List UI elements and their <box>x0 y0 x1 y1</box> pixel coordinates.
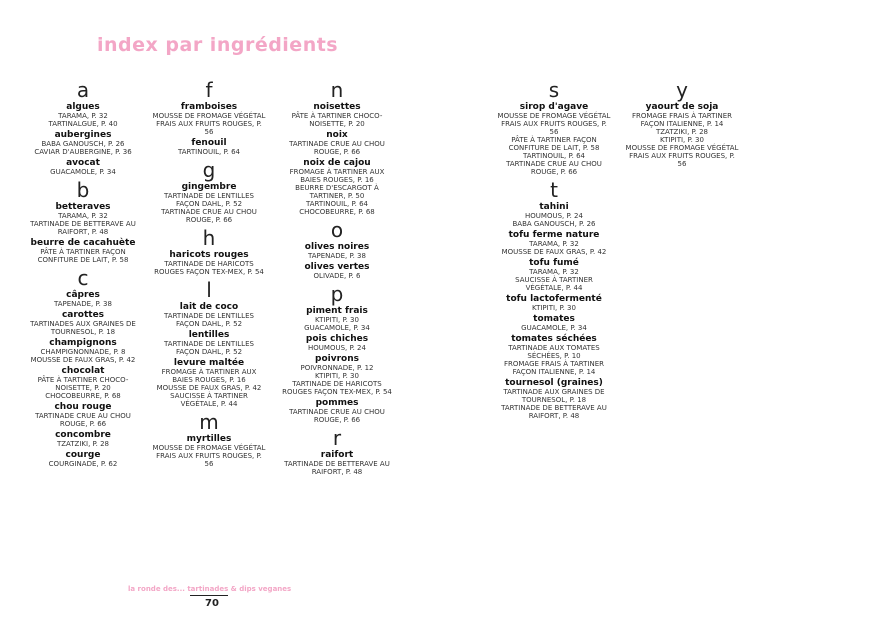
ingredient-entry <box>280 398 394 424</box>
recipe-reference: SAUCISSE À TARTINER VÉGÉTALE, P. 44 <box>170 392 248 408</box>
recipe-reference: COURGINADE, P. 62 <box>48 460 118 468</box>
ingredient-entry <box>497 294 611 312</box>
page-number-rule <box>190 595 228 596</box>
index-letter: y <box>676 78 688 102</box>
recipe-reference: TARAMA, P. 32 <box>529 268 579 276</box>
footer-book-title: la ronde des... tartinades & dips veganes <box>128 585 292 593</box>
recipe-reference: KTIPITI, P. 30 <box>660 136 704 144</box>
recipe-reference: TARTINADE DE HARICOTS ROUGES FAÇON TEX-MEX, P. 54 <box>282 380 392 396</box>
page-number: 70 <box>205 598 219 609</box>
ingredient-name: olives vertes <box>304 262 370 272</box>
recipe-reference: TARTINALGUE, P. 40 <box>48 120 118 128</box>
ingredient-name: pommes <box>315 398 359 408</box>
index-letter: m <box>199 410 219 434</box>
ingredient-name: piment frais <box>306 306 368 316</box>
ingredient-name: sirop d'agave <box>519 102 589 112</box>
recipe-reference: HOUMOUS, P. 24 <box>308 344 366 352</box>
ingredient-entry <box>26 290 140 308</box>
ingredient-entry <box>625 102 739 168</box>
ingredient-name: levure maltée <box>173 358 245 368</box>
recipe-reference: TARAMA, P. 32 <box>58 212 108 220</box>
ingredient-name: tomates séchées <box>511 334 597 344</box>
recipe-reference: PÂTE À TARTINER FAÇON CONFITURE DE LAIT, P. 58 <box>508 136 600 152</box>
index-letter: g <box>202 158 216 182</box>
ingredient-name: noisettes <box>313 102 361 112</box>
ingredient-name: champignons <box>49 338 117 348</box>
index-letter: r <box>332 426 342 450</box>
ingredient-name: avocat <box>66 158 100 168</box>
ingredient-entry <box>26 402 140 428</box>
recipe-reference: TARTINADE CRUE AU CHOU ROUGE, P. 66 <box>289 140 385 156</box>
recipe-reference: MOUSSE DE FROMAGE VÉGÉTAL FRAIS AUX FRUITS ROUGES, P. 56 <box>497 112 611 136</box>
recipe-reference: TARTINADE DE HARICOTS ROUGES FAÇON TEX-MEX, P. 54 <box>154 260 264 276</box>
recipe-reference: FROMAGE À TARTINER AUX BAIES ROUGES, P. 16 <box>289 168 385 184</box>
ingredient-entry <box>497 314 611 332</box>
recipe-reference: TARTINADE DE BETTERAVE AU RAIFORT, P. 48 <box>284 460 390 476</box>
ingredient-entry <box>26 238 140 264</box>
recipe-reference: HOUMOUS, P. 24 <box>525 212 583 220</box>
recipe-reference: TARTINOUIL, P. 64 <box>523 152 585 160</box>
index-letter: c <box>77 266 89 290</box>
ingredient-name: chocolat <box>61 366 105 376</box>
index-letter: h <box>202 226 216 250</box>
ingredient-name: aubergines <box>54 130 112 140</box>
index-letter: o <box>330 218 344 242</box>
index-letter: s <box>548 78 560 102</box>
ingredient-name: noix <box>326 130 348 140</box>
ingredient-name: betteraves <box>55 202 111 212</box>
ingredient-name: tofu lactofermenté <box>506 294 602 304</box>
ingredient-entry <box>280 354 394 396</box>
ingredient-entry <box>152 250 266 276</box>
ingredient-entry <box>497 334 611 376</box>
ingredient-name: gingembre <box>181 182 237 192</box>
ingredient-entry <box>26 310 140 336</box>
ingredient-entry <box>280 102 394 128</box>
ingredient-name: chou rouge <box>54 402 112 412</box>
ingredient-entry <box>280 334 394 352</box>
recipe-reference: BEURRE D'ESCARGOT À TARTINER, P. 50 <box>295 184 379 200</box>
ingredient-name: concombre <box>55 430 111 440</box>
recipe-reference: TAPENADE, P. 38 <box>54 300 112 308</box>
ingredient-name: tofu fumé <box>529 258 579 268</box>
ingredient-entry <box>497 258 611 292</box>
ingredient-entry <box>26 158 140 176</box>
recipe-reference: CAVIAR D'AUBERGINE, P. 36 <box>34 148 132 156</box>
recipe-reference: TARTINADE CRUE AU CHOU ROUGE, P. 66 <box>289 408 385 424</box>
ingredient-name: beurre de cacahuète <box>30 238 136 248</box>
recipe-reference: TARTINADE CRUE AU CHOU ROUGE, P. 66 <box>161 208 257 224</box>
recipe-reference: CHOCOBEURRE, P. 68 <box>299 208 375 216</box>
ingredient-entry <box>152 302 266 328</box>
recipe-reference: GUACAMOLE, P. 34 <box>50 168 116 176</box>
recipe-reference: KTIPITI, P. 30 <box>532 304 576 312</box>
ingredient-entry <box>497 378 611 420</box>
ingredient-entry <box>152 138 266 156</box>
index-letter: t <box>550 178 558 202</box>
index-column-2 <box>152 80 266 470</box>
ingredient-name: lait de coco <box>179 302 239 312</box>
ingredient-name: algues <box>66 102 100 112</box>
recipe-reference: TARTINADE DE BETTERAVE AU RAIFORT, P. 48 <box>501 404 607 420</box>
recipe-reference: OLIVADE, P. 6 <box>313 272 361 280</box>
recipe-reference: FROMAGE À TARTINER AUX BAIES ROUGES, P. 16 <box>161 368 257 384</box>
ingredient-name: tomates <box>533 314 575 324</box>
page-title: index par ingrédients <box>97 34 339 56</box>
recipe-reference: GUACAMOLE, P. 34 <box>304 324 370 332</box>
ingredient-entry <box>26 130 140 156</box>
ingredient-name: lentilles <box>188 330 230 340</box>
ingredient-name: tofu ferme nature <box>508 230 600 240</box>
ingredient-entry <box>26 102 140 128</box>
recipe-reference: TARTINADE DE LENTILLES FAÇON DAHL, P. 52 <box>164 340 254 356</box>
ingredient-entry <box>26 338 140 364</box>
ingredient-entry <box>26 430 140 448</box>
recipe-reference: TARAMA, P. 32 <box>529 240 579 248</box>
ingredient-entry <box>152 330 266 356</box>
ingredient-name: olives noires <box>304 242 370 252</box>
ingredient-entry <box>280 242 394 260</box>
recipe-reference: PÂTE À TARTINER CHOCO-NOISETTE, P. 20 <box>291 112 383 128</box>
index-letter: n <box>330 78 344 102</box>
index-column-1 <box>26 80 140 470</box>
recipe-reference: TARTINADES AUX GRAINES DE TOURNESOL, P. 18 <box>30 320 136 336</box>
ingredient-name: noix de cajou <box>303 158 371 168</box>
recipe-reference: SAUCISSE À TARTINER VÉGÉTALE, P. 44 <box>515 276 593 292</box>
recipe-reference: POIVRONNADE, P. 12 <box>300 364 374 372</box>
recipe-reference: TARTINADE DE BETTERAVE AU RAIFORT, P. 48 <box>30 220 136 236</box>
recipe-reference: CHOCOBEURRE, P. 68 <box>45 392 121 400</box>
ingredient-entry <box>152 434 266 468</box>
recipe-reference: TARTINOUIL, P. 64 <box>178 148 240 156</box>
recipe-reference: MOUSSE DE FAUX GRAS, P. 42 <box>501 248 607 256</box>
ingredient-name: fenouil <box>191 138 227 148</box>
recipe-reference: MOUSSE DE FAUX GRAS, P. 42 <box>156 384 262 392</box>
recipe-reference: CHAMPIGNONNADE, P. 8 <box>40 348 126 356</box>
index-letter: b <box>76 178 90 202</box>
ingredient-entry <box>280 158 394 216</box>
ingredient-entry <box>26 366 140 400</box>
ingredient-entry <box>280 306 394 332</box>
ingredient-entry <box>497 230 611 256</box>
recipe-reference: TARTINADE CRUE AU CHOU ROUGE, P. 66 <box>506 160 602 176</box>
recipe-reference: TARTINADE DE LENTILLES FAÇON DAHL, P. 52 <box>164 192 254 208</box>
recipe-reference: TARTINADE AUX GRAINES DE TOURNESOL, P. 18 <box>503 388 605 404</box>
recipe-reference: GUACAMOLE, P. 34 <box>521 324 587 332</box>
ingredient-entry <box>152 102 266 136</box>
ingredient-name: courge <box>65 450 101 460</box>
ingredient-entry <box>497 202 611 228</box>
ingredient-name: carottes <box>61 310 105 320</box>
ingredient-entry <box>280 130 394 156</box>
index-column-5 <box>625 80 739 170</box>
ingredient-name: poivrons <box>315 354 359 364</box>
recipe-reference: PÂTE À TARTINER CHOCO-NOISETTE, P. 20 <box>37 376 129 392</box>
recipe-reference: TARTINADE CRUE AU CHOU ROUGE, P. 66 <box>35 412 131 428</box>
ingredient-name: myrtilles <box>186 434 232 444</box>
ingredient-entry <box>280 450 394 476</box>
index-letter: p <box>330 282 344 306</box>
ingredient-name: pois chiches <box>305 334 369 344</box>
recipe-reference: KTIPITI, P. 30 <box>315 372 359 380</box>
recipe-reference: MOUSSE DE FROMAGE VÉGÉTAL FRAIS AUX FRUITS ROUGES, P. 56 <box>625 144 739 168</box>
ingredient-entry <box>152 182 266 224</box>
ingredient-name: framboises <box>180 102 238 112</box>
recipe-reference: PÂTE À TARTINER FAÇON CONFITURE DE LAIT, P. 58 <box>37 248 129 264</box>
recipe-reference: TZATZIKI, P. 28 <box>56 440 110 448</box>
ingredient-name: câpres <box>66 290 100 300</box>
ingredient-name: tahini <box>539 202 569 212</box>
recipe-reference: TARAMA, P. 32 <box>58 112 108 120</box>
recipe-reference: TARTINADE DE LENTILLES FAÇON DAHL, P. 52 <box>164 312 254 328</box>
ingredient-name: yaourt de soja <box>645 102 719 112</box>
recipe-reference: TAPENADE, P. 38 <box>308 252 366 260</box>
index-letter: a <box>76 78 90 102</box>
recipe-reference: TZATZIKI, P. 28 <box>655 128 709 136</box>
recipe-reference: TARTINOUIL, P. 64 <box>306 200 368 208</box>
ingredient-name: haricots rouges <box>169 250 249 260</box>
recipe-reference: KTIPITI, P. 30 <box>315 316 359 324</box>
ingredient-entry <box>280 262 394 280</box>
index-letter: f <box>205 78 213 102</box>
ingredient-name: raifort <box>320 450 354 460</box>
recipe-reference: FROMAGE FRAIS À TARTINER FAÇON ITALIENNE, P. 14 <box>631 112 733 128</box>
recipe-reference: TARTINADE AUX TOMATES SÉCHÉES, P. 10 <box>508 344 600 360</box>
ingredient-entry <box>26 202 140 236</box>
index-column-4 <box>497 80 611 422</box>
ingredient-name: tournesol (graines) <box>505 378 603 388</box>
ingredient-entry <box>26 450 140 468</box>
recipe-reference: BABA GANOUSCH, P. 26 <box>41 140 125 148</box>
recipe-reference: MOUSSE DE FROMAGE VÉGÉTAL FRAIS AUX FRUITS ROUGES, P. 56 <box>152 112 266 136</box>
recipe-reference: FROMAGE FRAIS À TARTINER FAÇON ITALIENNE, P. 14 <box>503 360 605 376</box>
ingredient-entry <box>152 358 266 408</box>
recipe-reference: MOUSSE DE FAUX GRAS, P. 42 <box>30 356 136 364</box>
index-letter: l <box>206 278 212 302</box>
recipe-reference: BABA GANOUSCH, P. 26 <box>512 220 596 228</box>
recipe-reference: MOUSSE DE FROMAGE VÉGÉTAL FRAIS AUX FRUITS ROUGES, P. 56 <box>152 444 266 468</box>
index-column-3 <box>280 80 394 478</box>
ingredient-entry <box>497 102 611 176</box>
